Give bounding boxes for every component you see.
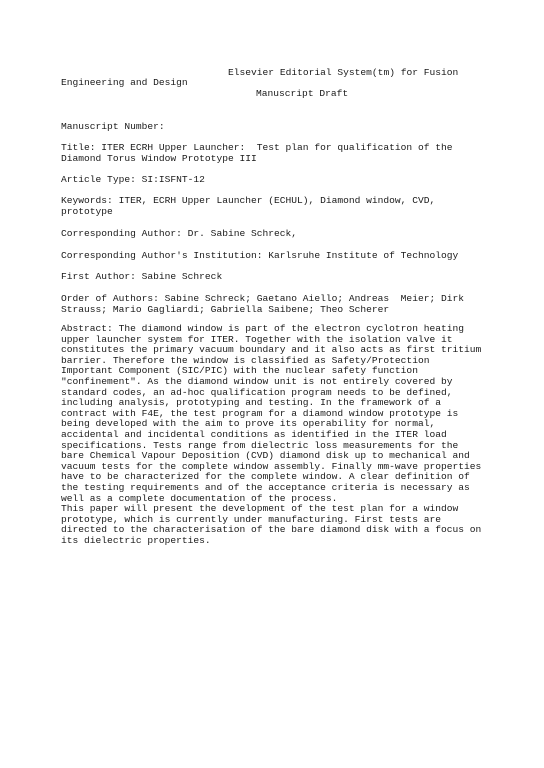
system-title-line2: Engineering and Design [61, 77, 188, 88]
title-field: Title: ITER ECRH Upper Launcher: Test plan for qualification of the Diamond Torus Window Prototype III [61, 142, 453, 164]
system-title-line1: Elsevier Editorial System(tm) for Fusion [228, 67, 459, 78]
keywords-field: Keywords: ITER, ECRH Upper Launcher (ECHUL), Diamond window, CVD, prototype [61, 195, 436, 217]
corresponding-author-field: Corresponding Author: Dr. Sabine Schreck, [61, 228, 298, 239]
abstract-field: Abstract: The diamond window is part of the electron cyclotron heating upper launcher system for ITER. Together with the isolation valve it constitutes the primary vacuum boundary and it also acts as first tritium barrier. Therefore the window is classified as Safety/Protection Important Component (SIC/PIC) with the nuclear safety function "confinement". As the diamond window unit is not entirely covered by standard codes, an ad-hoc qualification program needs to be defined, including analysis, prototyping and testing. In the framework of a contract with F4E, the test program for a diamond window prototype is being developed with the aim to prove its operability for normal, accidental and incidental conditions as identified in the ITER load specifications. Tests range from dielectric loss measurements for the bare Chemical Vapour Deposition (CVD) diamond disk up to mechanical and vacuum tests for the complete window assembly. Finally mm-wave properties have to be characterized for the complete window. A clear definition of the testing requirements and of the acceptance criteria is necessary as well as a complete documentation of the process. This paper will present the development of the test plan for a window prototype, which is currently under manufacturing. First tests are directed to the characterisation of the bare diamond disk with a focus on its dielectric properties. [61, 323, 482, 546]
manuscript-draft-label: Manuscript Draft [256, 88, 349, 99]
article-type-field: Article Type: SI:ISFNT-12 [61, 174, 205, 185]
manuscript-number: Manuscript Number: [61, 121, 165, 132]
order-of-authors-field: Order of Authors: Sabine Schreck; Gaetano Aiello; Andreas Meier; Dirk Strauss; Mario Gagliardi; Gabriella Saibene; Theo Scherer [61, 293, 465, 315]
institution-field: Corresponding Author's Institution: Karlsruhe Institute of Technology [61, 250, 459, 261]
first-author-field: First Author: Sabine Schreck [61, 271, 223, 282]
